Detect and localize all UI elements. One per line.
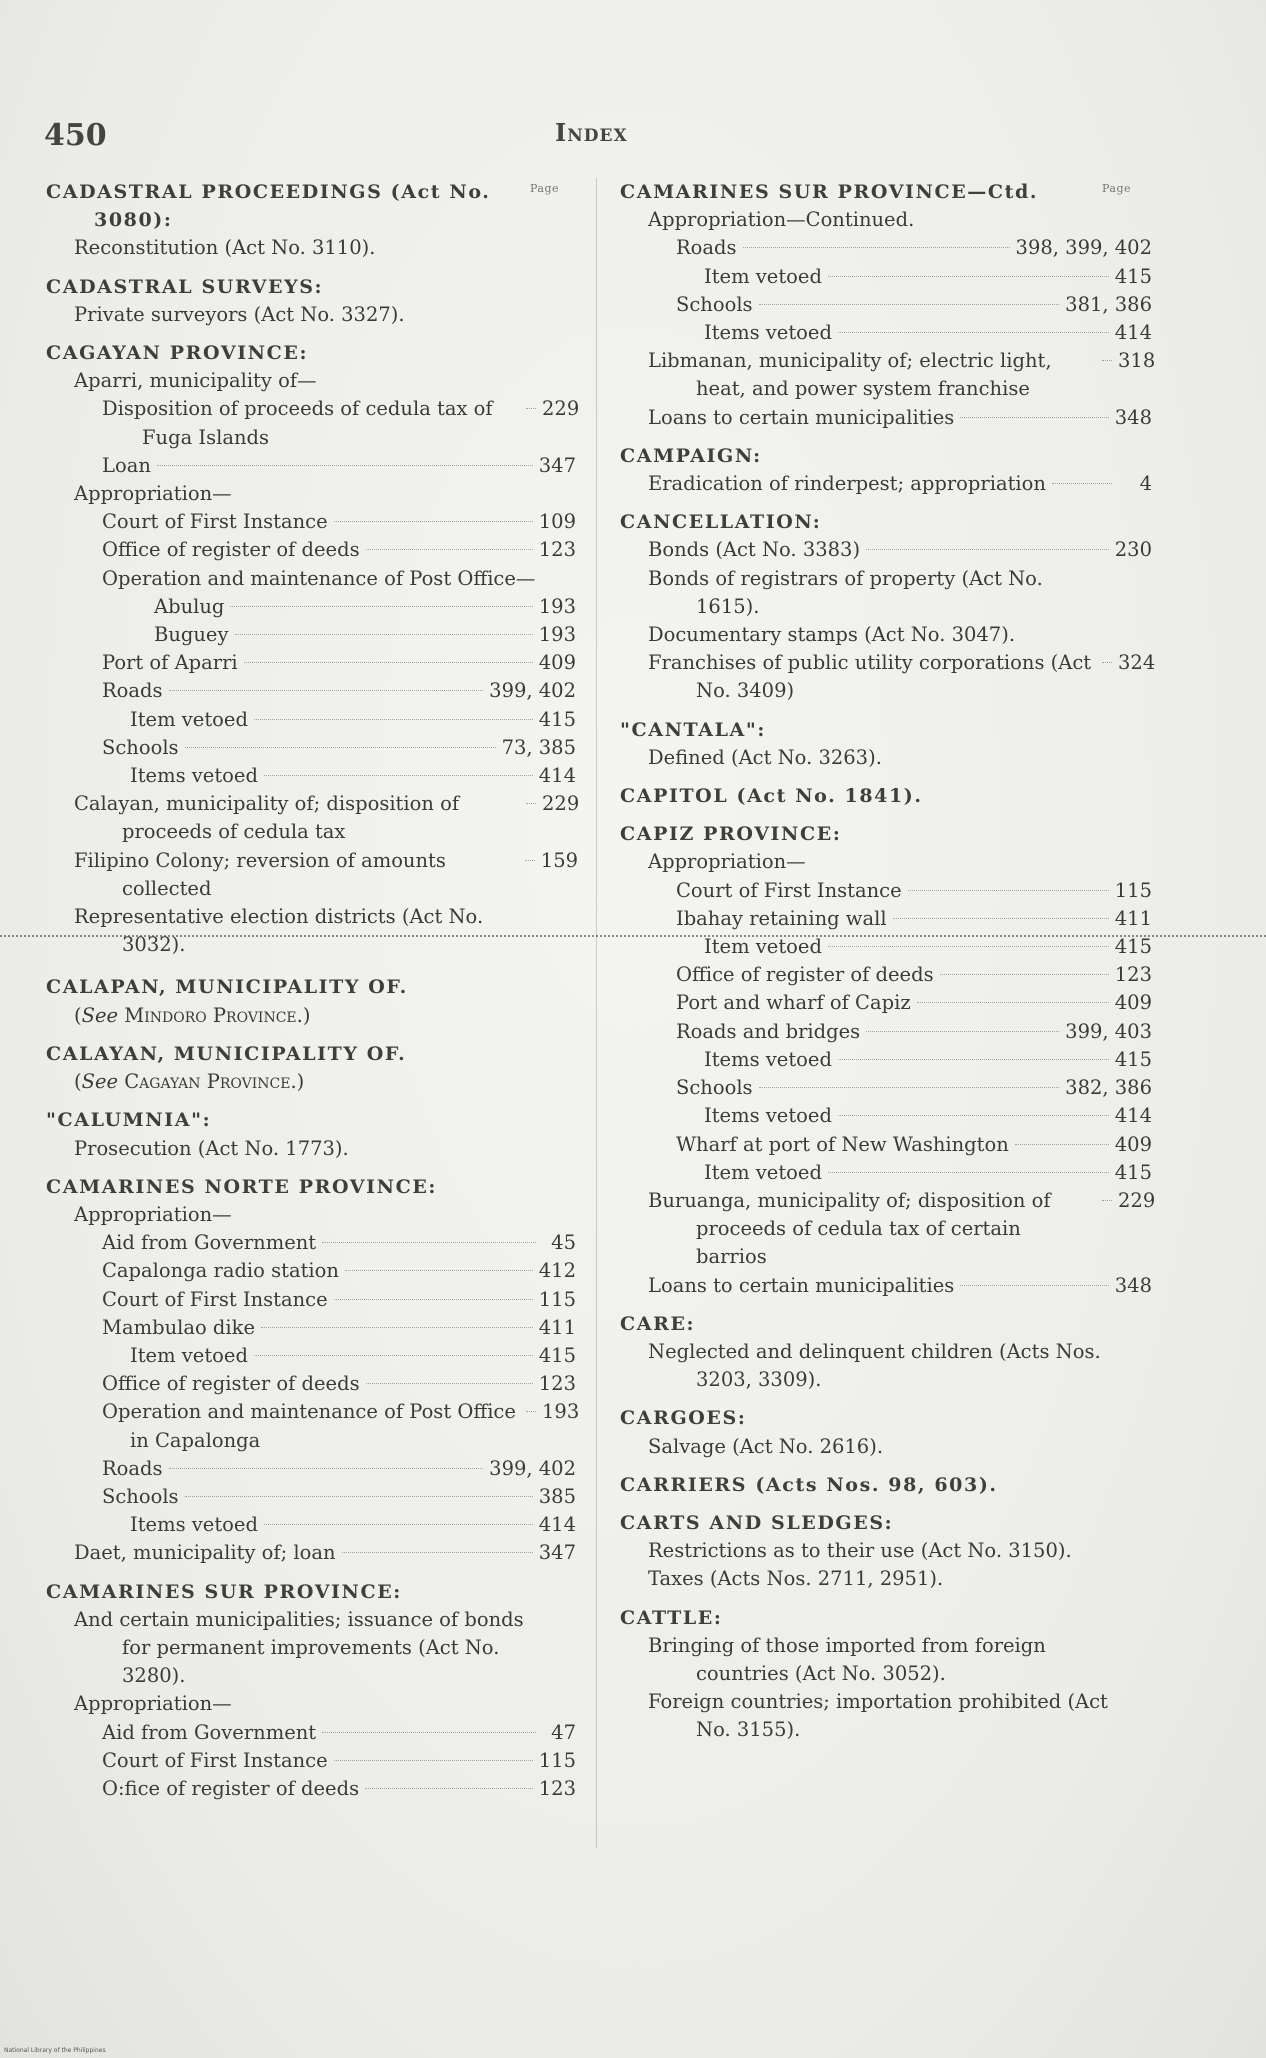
index-entry: Daet, municipality of; loan 347 [46,1539,576,1567]
page-ref: 399, 402 [489,1456,576,1480]
index-entry: Aid from Government 45 [46,1229,576,1257]
index-entry: Loan 347 [46,452,576,480]
page-ref: 115 [1114,878,1152,902]
page-ref: 415 [1114,264,1152,288]
index-entry: Item vetoed 415 [620,263,1152,291]
page-ref: 409 [1114,1132,1152,1156]
page-ref: 115 [538,1287,576,1311]
page-ref: 385 [538,1484,576,1508]
page-ref: 324 [1118,651,1156,675]
index-heading: CALAPAN, MUNICIPALITY OF. [46,976,408,999]
index-entry: Calayan, municipality of; disposition of proceeds of cedula tax 229 [74,792,580,844]
page-ref: 109 [538,510,576,534]
page-ref: 415 [538,707,576,731]
index-entry: Court of First Instance 115 [46,1286,576,1314]
index-entry: Mambulao dike 411 [46,1314,576,1342]
index-heading: CAMARINES SUR PROVINCE: [46,1580,402,1603]
page-ref: 399, 402 [489,679,576,703]
index-entry: Bonds (Act No. 3383) 230 [620,536,1152,564]
index-entry: Foreign countries; importation prohibited (Act No. 3155). [648,1690,1108,1742]
running-head: Index [555,118,628,147]
index-entry: Restrictions as to their use (Act No. 3150). [648,1539,1072,1563]
page-ref: 414 [538,1513,576,1537]
page-ref: 318 [1118,349,1156,373]
page-ref: 45 [551,1231,576,1255]
cross-reference: (See Mindoro Province.) [74,1003,311,1027]
column-divider [596,178,597,1848]
index-heading: "CALUMNIA": [46,1109,212,1132]
page-ref: 409 [1114,991,1152,1015]
left-column [46,178,580,1803]
index-entry: Court of First Instance 109 [46,508,576,536]
index-entry: Reconstitution (Act No. 3110). [74,236,376,260]
page-ref: 414 [538,764,576,788]
index-entry: Representative election districts (Act No. 3032). [74,905,484,957]
index-entry: Prosecution (Act No. 1773). [74,1136,349,1160]
scan-footer: National Library of the Philippines [4,2047,106,2054]
page-ref: 193 [542,1400,580,1424]
index-entry: Item vetoed 415 [620,1159,1152,1187]
page-ref: 230 [1114,538,1152,562]
index-entry: Item vetoed 415 [46,706,576,734]
index-entry: And certain municipalities; issuance of bonds for permanent improvements (Act No. 3280). [74,1607,524,1688]
index-entry: Schools 73, 385 [46,734,576,762]
index-heading: CALAYAN, MUNICIPALITY OF. [46,1042,407,1065]
page-ref: 123 [538,1372,576,1396]
page-ref: 193 [538,594,576,618]
page-column-label-right: Page [1102,182,1132,195]
page-ref: 115 [538,1748,576,1772]
index-entry: Appropriation— [648,850,806,874]
index-entry: Items vetoed 414 [620,319,1152,347]
index-entry: Items vetoed 414 [46,1511,576,1539]
index-entry: Salvage (Act No. 2616). [648,1434,884,1458]
index-entry: Appropriation— [74,482,232,506]
index-entry: Neglected and delinquent children (Acts Nos. 3203, 3309). [648,1339,1101,1392]
index-entry: Court of First Instance 115 [46,1747,576,1775]
page-ref: 47 [551,1720,576,1744]
index-heading: CAPIZ PROVINCE: [620,823,842,846]
page-ref: 4 [1139,472,1152,496]
index-heading: CARE: [620,1312,696,1335]
index-entry: Bringing of those imported from foreign countries (Act No. 3052). [648,1633,1046,1685]
index-heading: CAMPAIGN: [620,444,762,467]
index-entry: Port of Aparri 409 [46,649,576,677]
page-ref: 193 [538,623,576,647]
index-entry: Appropriation— [74,1692,232,1716]
right-column [620,178,1156,1745]
index-entry: Items vetoed 414 [46,762,576,790]
page-ref: 123 [538,1776,576,1800]
index-heading: "CANTALA": [620,718,766,741]
page-ref: 409 [538,651,576,675]
index-entry: Schools 385 [46,1483,576,1511]
index-entry: Documentary stamps (Act No. 3047). [648,623,1016,647]
index-heading: CAPITOL (Act No. 1841). [620,785,923,808]
index-entry: Defined (Act No. 3263). [648,745,882,769]
page-ref: 412 [538,1259,576,1283]
index-entry: Libmanan, municipality of; electric light, heat, and power system franchise 318 [648,349,1156,401]
index-entry: Loans to certain municipalities 348 [620,404,1152,432]
index-entry: Office of register of deeds 123 [46,536,576,564]
index-heading: CATTLE: [620,1606,723,1629]
index-entry: Office of register of deeds 123 [46,1370,576,1398]
page-ref: 415 [1114,1160,1152,1184]
page-ref: 411 [538,1315,576,1339]
page-column-label-left: Page [530,182,560,195]
index-entry: Roads and bridges 399, 403 [620,1018,1152,1046]
index-entry: Abulug 193 [46,593,576,621]
page-ref: 399, 403 [1065,1019,1152,1043]
page-ref: 229 [1118,1188,1156,1212]
index-entry: Taxes (Acts Nos. 2711, 2951). [648,1567,944,1591]
page-ref: 415 [538,1343,576,1367]
page-ref: 159 [540,848,579,872]
index-heading: CADASTRAL PROCEEDINGS (Act No. 3080): [46,181,491,232]
index-heading: CARRIERS (Acts Nos. 98, 603). [620,1473,998,1496]
page-ref: 414 [1114,1104,1152,1128]
index-entry: Private surveyors (Act No. 3327). [74,302,405,326]
index-heading: CARTS AND SLEDGES: [620,1511,894,1534]
index-entry: Capalonga radio station 412 [46,1257,576,1285]
page-ref: 347 [538,453,576,477]
page-ref: 229 [542,397,580,421]
index-heading: CAMARINES NORTE PROVINCE: [46,1175,438,1198]
index-entry: Schools 381, 386 [620,291,1152,319]
index-entry: Loans to certain municipalities 348 [620,1272,1152,1300]
page-ref: 348 [1114,405,1152,429]
page-ref: 123 [1114,963,1152,987]
index-entry: Item vetoed 415 [46,1342,576,1370]
page-ref: 381, 386 [1065,292,1152,316]
page-ref: 398, 399, 402 [1015,236,1152,260]
index-entry: Operation and maintenance of Post Office in Capalonga 193 [102,1400,580,1452]
page-ref: 123 [538,538,576,562]
index-entry: Ibahay retaining wall 411 [620,905,1152,933]
page-number: 450 [44,118,107,153]
index-entry: Buguey 193 [46,621,576,649]
index-entry: Schools 382, 386 [620,1074,1152,1102]
index-entry: Appropriation— [74,1202,232,1226]
index-heading: CAGAYAN PROVINCE: [46,342,309,365]
index-entry: Port and wharf of Capiz 409 [620,989,1152,1017]
index-entry: Buruanga, municipality of; disposition of proceeds of cedula tax of certain barrios 229 [648,1188,1156,1269]
page-ref: 382, 386 [1065,1076,1152,1100]
page-ref: 411 [1114,906,1152,930]
index-heading: CAMARINES SUR PROVINCE—Ctd. [620,181,1039,203]
index-entry: Items vetoed 415 [620,1046,1152,1074]
index-entry: Disposition of proceeds of cedula tax of Fuga Islands 229 [102,397,580,449]
page-ref: 229 [542,792,580,816]
page-ref: 347 [538,1541,576,1565]
index-heading: CADASTRAL SURVEYS: [46,275,324,298]
page-ref: 415 [1114,1047,1152,1071]
index-entry: Filipino Colony; reversion of amounts collected 159 [74,848,579,900]
page-ref: 415 [1114,935,1152,959]
index-heading: CARGOES: [620,1407,747,1430]
index-entry: Appropriation—Continued. [648,208,915,232]
index-entry: Bonds of registrars of property (Act No. 1615). [648,566,1043,618]
index-entry: Franchises of public utility corporations (Act No. 3409) 324 [648,651,1156,703]
index-entry: Item vetoed 415 [620,933,1152,961]
index-entry: Items vetoed 414 [620,1102,1152,1130]
page-ref: 348 [1114,1273,1152,1297]
index-entry: O:fice of register of deeds 123 [46,1775,576,1803]
index-entry: Roads 398, 399, 402 [620,234,1152,262]
index-entry: Roads 399, 402 [46,1455,576,1483]
index-entry: Aid from Government 47 [46,1719,576,1747]
index-entry: Court of First Instance 115 [620,877,1152,905]
index-heading: CANCELLATION: [620,511,822,534]
index-entry: Office of register of deeds 123 [620,961,1152,989]
page-ref: 414 [1114,321,1152,345]
cross-reference: (See Cagayan Province.) [74,1070,305,1094]
index-entry: Operation and maintenance of Post Office— [102,566,536,590]
index-entry: Wharf at port of New Washington 409 [620,1131,1152,1159]
index-entry: Aparri, municipality of— [74,369,317,393]
index-entry: Roads 399, 402 [46,677,576,705]
index-entry: Eradication of rinderpest; appropriation 4 [620,470,1152,498]
page-ref: 73, 385 [501,735,576,759]
